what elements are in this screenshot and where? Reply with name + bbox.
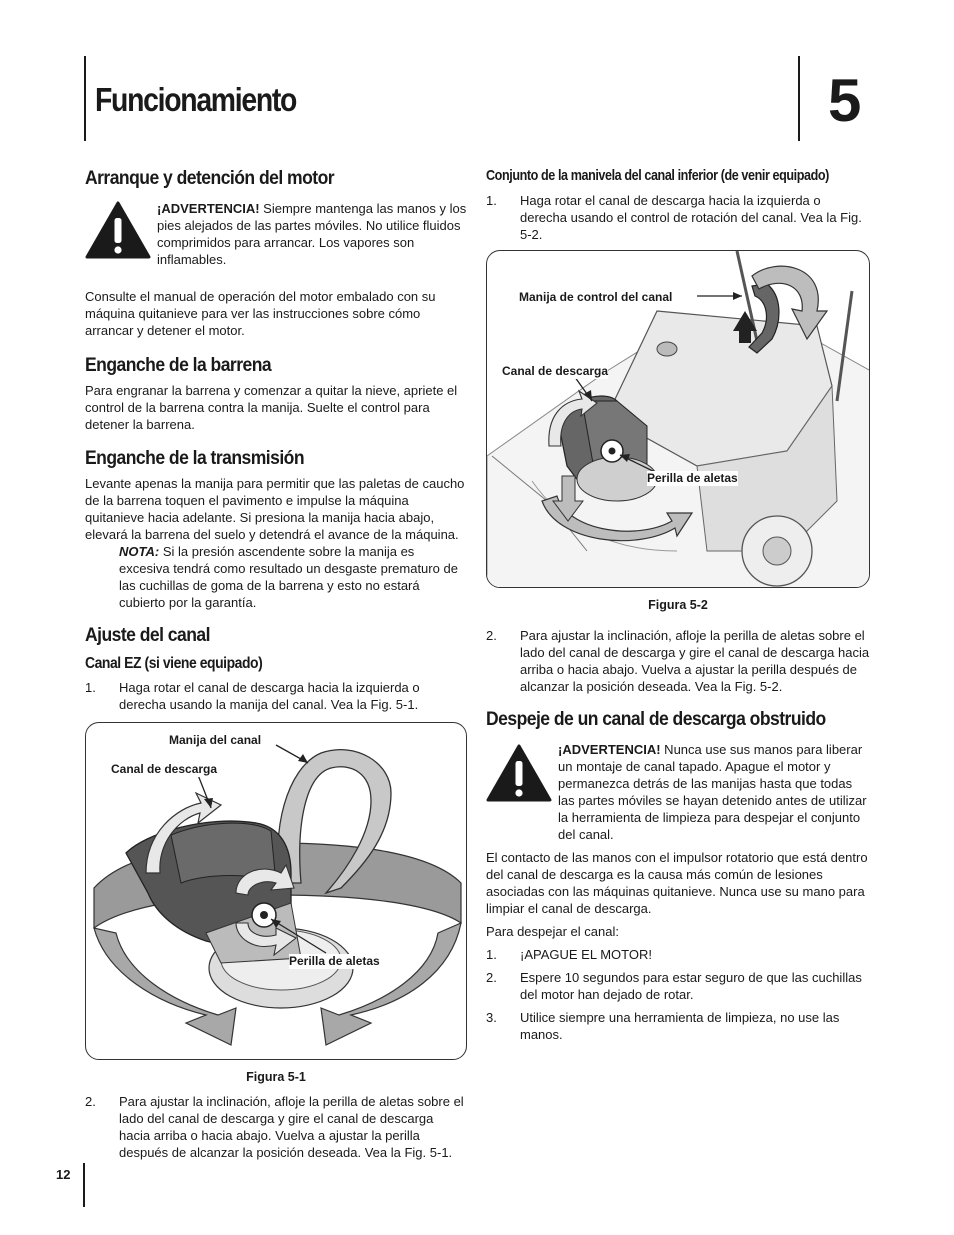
warning-text: ¡ADVERTENCIA! Nunca use sus manos para liberar un montaje de canal tapado. Apague el motor y permanezca detrás de las manijas hasta que todas las partes móviles se hayan detenido antes de utilizar la herramienta de limpieza para despejar el conjunto del canal. bbox=[558, 742, 867, 842]
section-heading-lower-chute-crank: Conjunto de la manivela del canal inferior (de venir equipado) bbox=[486, 167, 829, 184]
list-item: 1. Haga rotar el canal de descarga hacia la izquierda o derecha usando el control de rotación del canal. Vea la Fig. 5-2. bbox=[486, 193, 862, 242]
steps-ez-chute-2 bbox=[85, 1093, 467, 1161]
steps-clear-chute bbox=[486, 946, 870, 1043]
footer-rule bbox=[83, 1163, 85, 1207]
paragraph-to-clear: Para despejar el canal: bbox=[486, 924, 619, 939]
list-item: 2. Para ajustar la inclinación, afloje la perilla de aletas sobre el lado del canal de descarga y gire el canal de descarga hacia arriba o hacia abajo. Vuelva a ajustar la perilla después de alcanzar la posición deseada. Vea la Fig. 5-2. bbox=[486, 628, 870, 694]
list-item: 1. Haga rotar el canal de descarga hacia la izquierda o derecha usando la manija del canal. Vea la Fig. 5-1. bbox=[85, 680, 420, 712]
page-number: 12 bbox=[56, 1167, 71, 1182]
warning-label: ¡ADVERTENCIA! bbox=[558, 742, 661, 757]
fig2-label-knob: Perilla de aletas bbox=[647, 471, 738, 485]
warning-block-clogged-chute bbox=[486, 741, 870, 843]
section-heading-transmission: Enganche de la transmisión bbox=[85, 447, 305, 469]
figure-5-2 bbox=[486, 250, 870, 588]
fig1-label-knob: Perilla de aletas bbox=[289, 954, 380, 968]
warning-icon bbox=[486, 741, 558, 843]
section-heading-auger: Enganche de la barrena bbox=[85, 354, 272, 376]
paragraph-hand-contact: El contacto de las manos con el impulsor rotatorio que está dentro del canal de descarga es la causa más común de lesiones asociadas con las máquinas quitanieve. Nunca use su mano para limpiar el canal de descarga. bbox=[486, 850, 868, 916]
paragraph-transmission: Levante apenas la manija para permitir que las paletas de caucho de la barrena toquen el pavimento e impulse la máquina quitanieve hacia adelante. Si presiona la manija hacia abajo, elevará la barrena del suelo y detendrá el avance de la máquina. bbox=[85, 476, 465, 542]
list-item: 2. Espere 10 segundos para estar seguro de que las cuchillas del motor han dejado de rotar. bbox=[486, 970, 862, 1002]
figure-5-1-caption: Figura 5-1 bbox=[246, 1070, 306, 1084]
steps-lower-chute-1 bbox=[486, 192, 870, 243]
section-heading-clearing-clogged-chute: Despeje de un canal de descarga obstruido bbox=[486, 708, 826, 730]
warning-label: ¡ADVERTENCIA! bbox=[157, 201, 260, 216]
right-column bbox=[486, 166, 870, 1043]
note-label: NOTA: bbox=[119, 544, 160, 559]
fig2-label-control: Manija de control del canal bbox=[519, 290, 673, 304]
list-item: 3. Utilice siempre una herramienta de limpieza, no use las manos. bbox=[486, 1010, 840, 1042]
steps-lower-chute-2 bbox=[486, 627, 870, 695]
chapter-number: 5 bbox=[828, 67, 862, 134]
header-right-rule bbox=[798, 56, 800, 141]
figure-5-2-caption: Figura 5-2 bbox=[648, 598, 708, 612]
warning-block-engine bbox=[85, 200, 467, 268]
warning-icon bbox=[85, 200, 157, 268]
left-column bbox=[85, 166, 467, 1161]
header-left-rule bbox=[84, 56, 86, 141]
section-heading-chute: Ajuste del canal bbox=[85, 624, 210, 646]
note-paragraph: NOTA: Si la presión ascendente sobre la manija es excesiva tendrá como resultado un desgaste prematuro de las cuchillas de goma de la barrena y esto no estará cubierto por la garantía. bbox=[119, 544, 458, 610]
warning-text: ¡ADVERTENCIA! Siempre mantenga las manos y los pies alejados de las partes móviles. No utilice fluidos comprimidos para arrancar. Los vapores son inflamables. bbox=[157, 201, 467, 267]
fig1-label-handle: Manija del canal bbox=[169, 733, 262, 747]
fig1-label-chute: Canal de descarga bbox=[111, 762, 218, 776]
section-heading-start-stop: Arranque y detención del motor bbox=[85, 167, 335, 189]
paragraph-engine-manual: Consulte el manual de operación del motor embalado con su máquina quitanieve para ver las instrucciones sobre cómo arrancar y detener el motor. bbox=[85, 289, 436, 338]
figure-5-1 bbox=[85, 722, 467, 1060]
paragraph-auger: Para engranar la barrena y comenzar a quitar la nieve, apriete el control de la barrena contra la manija. Suelte el control para detener la barrena. bbox=[85, 383, 458, 432]
fig2-label-chute: Canal de descarga bbox=[502, 364, 609, 378]
subheading-ez-chute: Canal EZ (si viene equipado) bbox=[85, 655, 263, 672]
steps-ez-chute-1 bbox=[85, 679, 467, 713]
list-item: 2. Para ajustar la inclinación, afloje la perilla de aletas sobre el lado del canal de descarga y gire el canal de descarga hacia arriba o hacia abajo. Vuelva a ajustar la perilla después de alcanzar la posición deseada. Vea la Fig. 5-1. bbox=[85, 1094, 464, 1160]
chapter-title: Funcionamiento bbox=[95, 81, 297, 118]
list-item: 1. ¡APAGUE EL MOTOR! bbox=[486, 947, 652, 962]
